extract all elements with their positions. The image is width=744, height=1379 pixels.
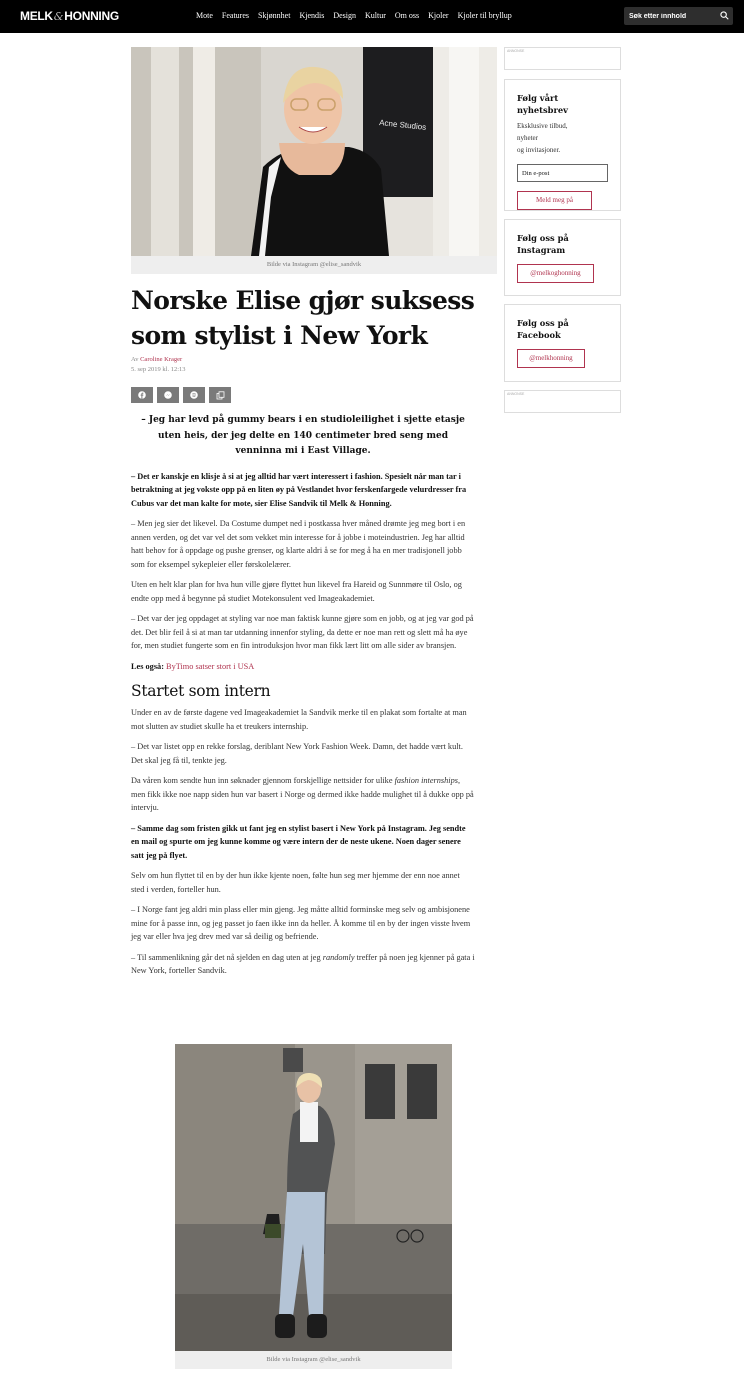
share-facebook-button[interactable] (131, 387, 153, 403)
hero-figure (131, 47, 497, 274)
paragraph-emphasis: fashion internships (394, 776, 458, 785)
storefront-sign: Acne Studios (378, 118, 427, 132)
logo-right: HONNING (64, 9, 119, 23)
read-also-link[interactable]: ByTimo satser stort i USA (166, 661, 255, 671)
facebook-follow-button[interactable]: @melkhonning (517, 349, 585, 368)
share-copy-link-button[interactable] (209, 387, 231, 403)
newsletter-desc-line: Eksklusive tilbud, (517, 122, 568, 130)
nav-item-kultur[interactable]: Kultur (365, 11, 386, 20)
nav-item-kjendis[interactable]: Kjendis (299, 11, 325, 20)
share-messenger-button[interactable] (157, 387, 179, 403)
newsletter-desc-line: nyheter (517, 134, 538, 142)
article-paragraph: – Men jeg sier det likevel. Da Costume dumpet ned i postkassa hver måned drømte jeg meg bort i en annen verden, og det var vel det som vekket min interesse for å jobbe i moteindustrien. Jeg har alltid hatt behov for å oppdage og pushe grenser, og klarte aldri å se for meg å ha en mer tradisjonell jobb som for eksempel sykepleier eller førskolelærer. (131, 519, 466, 569)
share-spotify-button[interactable] (183, 387, 205, 403)
nav-item-om-oss[interactable]: Om oss (394, 11, 420, 20)
share-buttons (131, 387, 231, 403)
messenger-icon (164, 391, 172, 399)
article-lead: – Jeg har levd på gummy bears i en studioleilighet i sjette etasje uten heis, der jeg delte en 140 centimeter bred seng med venninna mi i East Village. (141, 415, 465, 456)
site-logo[interactable] (20, 9, 119, 23)
newsletter-widget (504, 79, 621, 211)
search-box (624, 7, 733, 25)
nav-item-features[interactable]: Features (221, 11, 249, 20)
article-figure (175, 1044, 452, 1369)
sidebar-ad-top[interactable] (504, 47, 621, 70)
logo-ampersand: & (53, 10, 64, 23)
figure-caption: Bilde via Instagram @elise_sandvik (175, 1351, 452, 1369)
nav-item-skjonnhet[interactable]: Skjønnhet (258, 11, 291, 20)
search-input[interactable] (624, 7, 716, 25)
facebook-widget (504, 304, 621, 382)
article-paragraph: Selv om hun flyttet til en by der hun ikke kjente noen, følte hun seg mer hjemme der enn noe annet sted i verden, forteller hun. (131, 871, 460, 894)
article-paragraph: – Det var listet opp en rekke forslag, deriblant New York Fashion Week. Damn, det hadde vært kult. Det skal jeg få til, tenkte jeg. (131, 742, 463, 765)
facebook-title: Følg oss på Facebook (517, 318, 569, 340)
article-paragraph: – I Norge fant jeg aldri min plass eller min gjeng. Jeg måtte alltid forminske meg selv og ambisjonene mine for å passe inn, og jeg passet jo faen ikke inn da heller. Å komme til en by der ingen visste hvem jeg var eller hva jeg drev med var så deilig og befriende. (131, 905, 471, 941)
paragraph-text: , men fikk ikke noe napp siden hun var basert i Norge og dermed ikke hadde mulighet til å dukke opp på intervju. (131, 776, 474, 812)
facebook-icon (138, 391, 146, 399)
read-also-label: Les også: (131, 661, 164, 671)
article-byline (131, 356, 182, 363)
paragraph-text: – Til sammenlikning går det nå sjelden en dag uten at jeg (131, 952, 321, 962)
read-also (131, 660, 475, 674)
article-paragraph: Under en av de første dagene ved Imageakademiet la Sandvik merke til en plakat som fortalte at man mot slutten av studiet skulle ha et treukers internship. (131, 708, 467, 731)
article-paragraph: – Det var der jeg oppdaget at styling var noe man faktisk kunne gjøre som en jobb, og at jeg var god på det. Det blir feil å si at man tar utdanning innenfor styling, da dette er noe man rett og slett må ha øye for, men studiet fungerte som en fin introduksjon hvor man fikk lært litt om alle sider av bransjen. (131, 614, 474, 650)
copy-link-icon (216, 391, 225, 400)
newsletter-desc-line: og invitasjoner. (517, 146, 561, 154)
article-paragraph (131, 951, 475, 978)
article-paragraph: – Det er kanskje en klisje å si at jeg alltid har vært interessert i fashion. Spesielt når man tar i betraktning at jeg vokste opp på en liten øy på Vestlandet hvor ferskenfargede velurdresser fra Cubus var det man kalte for mote, sier Elise Sandvik til Melk & Honning. (131, 471, 467, 508)
nav-item-mote[interactable]: Mote (196, 11, 213, 20)
newsletter-title: Følg vårt nyhetsbrev (517, 93, 568, 115)
search-icon[interactable] (720, 11, 729, 20)
article-paragraph: Uten en helt klar plan for hva hun ville gjøre flyttet hun likevel fra Hareid og Sunnmøre til Oslo, og endte opp med å begynne på studiet Motekonsulent ved Imageakademiet. (131, 580, 462, 603)
newsletter-email-input[interactable] (517, 164, 608, 182)
paragraph-text: treffer på noen jeg kjenner på gata i New York, forteller Sandvik. (131, 952, 475, 975)
instagram-widget (504, 219, 621, 296)
ad-label: ANNONSE (507, 392, 525, 396)
top-navigation-bar (0, 0, 744, 33)
ad-label: ANNONSE (507, 49, 525, 53)
article-date: 5. sep 2019 kl. 12:13 (131, 366, 186, 373)
nav-item-kjoler-til-bryllup[interactable]: Kjoler til bryllup (457, 11, 512, 20)
nav-item-design[interactable]: Design (333, 11, 357, 20)
author-link[interactable]: Caroline Krager (140, 356, 183, 363)
nav-item-kjoler[interactable]: Kjoler (428, 11, 449, 20)
instagram-follow-button[interactable]: @melkoghonning (517, 264, 594, 283)
newsletter-subscribe-button[interactable]: Meld meg på (517, 191, 592, 210)
spotify-icon (190, 391, 198, 399)
sidebar-ad-bottom[interactable] (504, 390, 621, 413)
hero-photo (131, 47, 497, 256)
article-body (131, 413, 475, 985)
article-paragraph: – Samme dag som fristen gikk ut fant jeg en stylist basert i New York på Instagram. Jeg sendte en mail og spurte om jeg kunne komme og være intern der de neste ukene. Noen dager senere satt jeg på flyet. (131, 823, 466, 860)
byline-prefix: Av (131, 356, 139, 363)
paragraph-text: Da våren kom sendte hun inn søknader gjennom forskjellige nettsider for ulike (131, 776, 393, 785)
instagram-title: Følg oss på Instagram (517, 233, 569, 255)
hero-caption: Bilde via Instagram @elise_sandvik (131, 256, 497, 274)
newsletter-description (517, 120, 608, 156)
article-title: Norske Elise gjør suksess som stylist i New York (131, 286, 475, 350)
article-photo (175, 1044, 452, 1351)
logo-left: MELK (20, 9, 53, 23)
paragraph-emphasis: randomly (322, 952, 355, 962)
main-nav (196, 11, 512, 20)
article-paragraph (131, 774, 475, 815)
section-heading: Startet som intern (131, 682, 271, 700)
